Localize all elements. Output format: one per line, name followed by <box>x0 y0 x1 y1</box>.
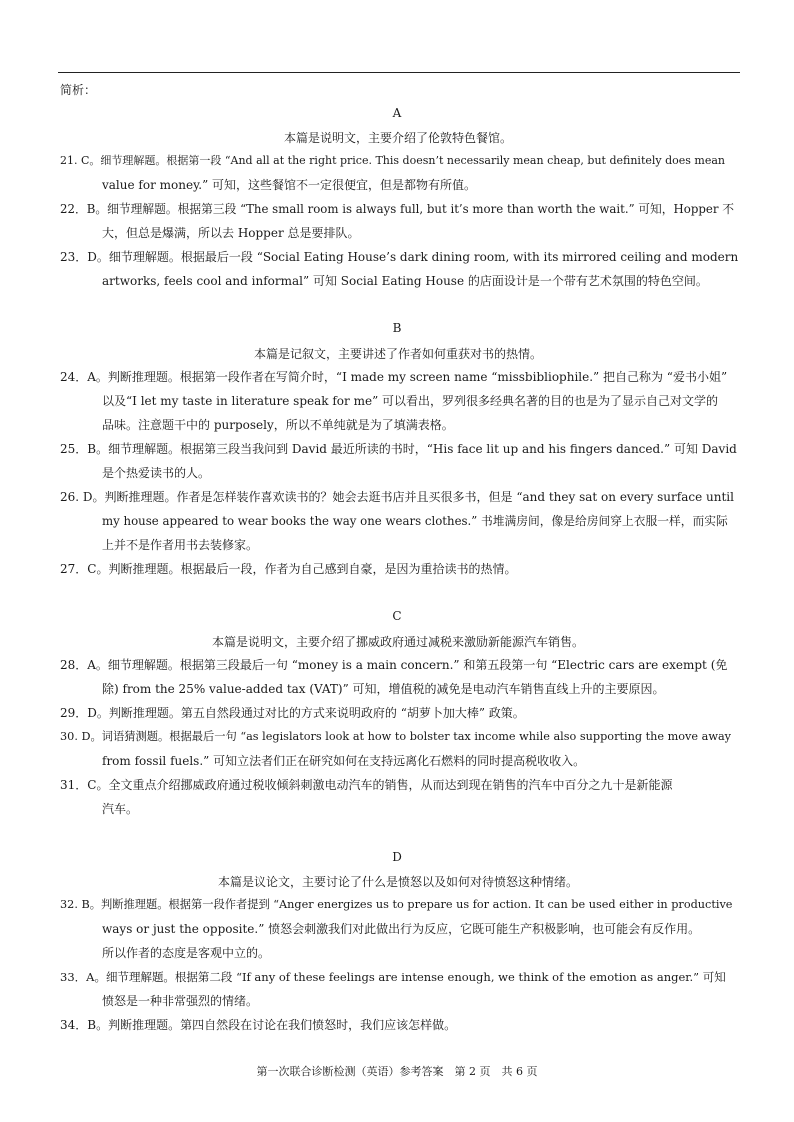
answer-line: artworks, feels cool and informal” 可知 Social Eating House 的店面设计是一个带有艺术氛围的特色空间。 <box>102 274 708 288</box>
header-rule <box>58 72 740 73</box>
answer-line: 大，但总是爆满，所以去 Hopper 总是要排队。 <box>102 226 360 240</box>
answer-item-21 <box>60 149 738 197</box>
answer-line: value for money.” 可知，这些餐馆不一定很便宜，但是都物有所值。 <box>102 178 477 192</box>
answer-line: 品味。注意题干中的 purposely，所以不单纯就是为了填满表格。 <box>102 418 454 432</box>
answer-line: 28．A。细节理解题。根据第三段最后一句 “money is a main concern.” 和第五段第一句 “Electric cars are exempt (免 <box>60 658 728 672</box>
answer-line: 32. B。判断推理题。根据第一段作者提到 “Anger energizes us to prepare us for action. It can be used either in productive <box>60 898 733 911</box>
answer-line: 24．A。判断推理题。根据第一段作者在写简介时，“I made my screen name “missbibliophile.” 把自己称为 “爱书小姐” <box>60 370 728 384</box>
answer-line: 23．D。细节理解题。根据最后一段 “Social Eating House’s dark dining room, with its mirrored ceiling and modern <box>60 250 738 264</box>
analysis-label: 简析： <box>60 83 97 97</box>
answer-line: 26. D。判断推理题。作者是怎样装作喜欢读书的？她会去逛书店并且买很多书，但是 “and they sat on every surface until <box>60 490 734 504</box>
section-c-summary: 本篇是说明文，主要介绍了挪威政府通过减税来激励新能源汽车销售。 <box>211 635 584 649</box>
answer-item-23 <box>60 245 738 293</box>
answer-line: 30. D。词语猜测题。根据最后一句 “as legislators look at how to bolster tax income while also supporting the move away <box>60 730 732 743</box>
answer-line: 25．B。细节理解题。根据第三段当我问到 David 最近所读的书时，“His face lit up and his fingers danced.” 可知 David <box>60 442 737 456</box>
answer-line: 29．D。判断推理题。第五自然段通过对比的方式来说明政府的 “胡萝卜加大棒” 政策。 <box>60 706 525 720</box>
answer-line: 愤怒是一种非常强烈的情绪。 <box>102 994 259 1008</box>
answer-item-24 <box>60 365 738 437</box>
answer-item-34 <box>60 1013 738 1037</box>
answer-item-28 <box>60 653 738 701</box>
answer-line: 所以作者的态度是客观中立的。 <box>102 946 271 960</box>
page-footer: 第一次联合诊断检测（英语）参考答案 第 2 页 共 6 页 <box>256 1065 538 1078</box>
answer-line: 33．A。细节理解题。根据第二段 “If any of these feelings are intense enough, we think of the emotion as anger.” 可知 <box>60 970 726 984</box>
section-a-letter: A <box>392 106 402 120</box>
answer-line: 除) from the 25% value-added tax (VAT)” 可知，增值税的减免是电动汽车销售直线上升的主要原因。 <box>102 682 665 696</box>
answer-line: 27．C。判断推理题。根据最后一段，作者为自己感到自豪，是因为重拾读书的热情。 <box>60 562 517 576</box>
answer-item-29 <box>60 701 738 725</box>
section-b-summary: 本篇是记叙文，主要讲述了作者如何重获对书的热情。 <box>253 347 542 361</box>
answer-item-26 <box>60 485 738 557</box>
answer-line: 21. C。细节理解题。根据第一段 “And all at the right price. This doesn’t necessarily mean cheap, but definitely does mean <box>60 154 726 167</box>
answer-item-30 <box>60 725 738 773</box>
answer-item-25 <box>60 437 738 485</box>
section-a-summary: 本篇是说明文，主要介绍了伦敦特色餐馆。 <box>283 131 512 145</box>
answer-line: 22．B。细节理解题。根据第三段 “The small room is always full, but it’s more than worth the wait.” 可知，Hopper 不 <box>60 202 734 216</box>
section-c-letter: C <box>392 609 402 623</box>
answer-item-22 <box>60 197 738 245</box>
answer-line: 上并不是作者用书去装修家。 <box>102 538 259 552</box>
answer-line: from fossil fuels.” 可知立法者们正在研究如何在支持远离化石燃料的同时提高税收收入。 <box>102 754 586 768</box>
section-d-summary: 本篇是议论文，主要讨论了什么是愤怒以及如何对待愤怒这种情绪。 <box>217 875 578 889</box>
answer-item-31 <box>60 773 738 821</box>
answer-line: my house appeared to wear books the way one wears clothes.” 书堆满房间，像是给房间穿上衣服一样，而实际 <box>102 514 728 528</box>
section-b-letter: B <box>392 321 402 335</box>
answer-line: 汽车。 <box>102 802 139 816</box>
answer-line: 34．B。判断推理题。第四自然段在讨论在我们愤怒时，我们应该怎样做。 <box>60 1018 457 1032</box>
answer-line: 31．C。全文重点介绍挪威政府通过税收倾斜刺激电动汽车的销售，从而达到现在销售的汽车中百分之九十是新能源 <box>60 778 673 792</box>
answer-line: 以及“I let my taste in literature speak for me” 可以看出，罗列很多经典名著的目的也是为了显示自己对文学的 <box>102 394 719 408</box>
answer-item-32 <box>60 893 738 965</box>
section-d-letter: D <box>392 850 402 864</box>
answer-item-33 <box>60 965 738 1013</box>
answer-line: 是个热爱读书的人。 <box>102 466 211 480</box>
answer-item-27 <box>60 557 738 581</box>
answer-line: ways or just the opposite.” 愤怒会刺激我们对此做出行为反应，它既可能生产积极影响，也可能会有反作用。 <box>102 922 701 936</box>
